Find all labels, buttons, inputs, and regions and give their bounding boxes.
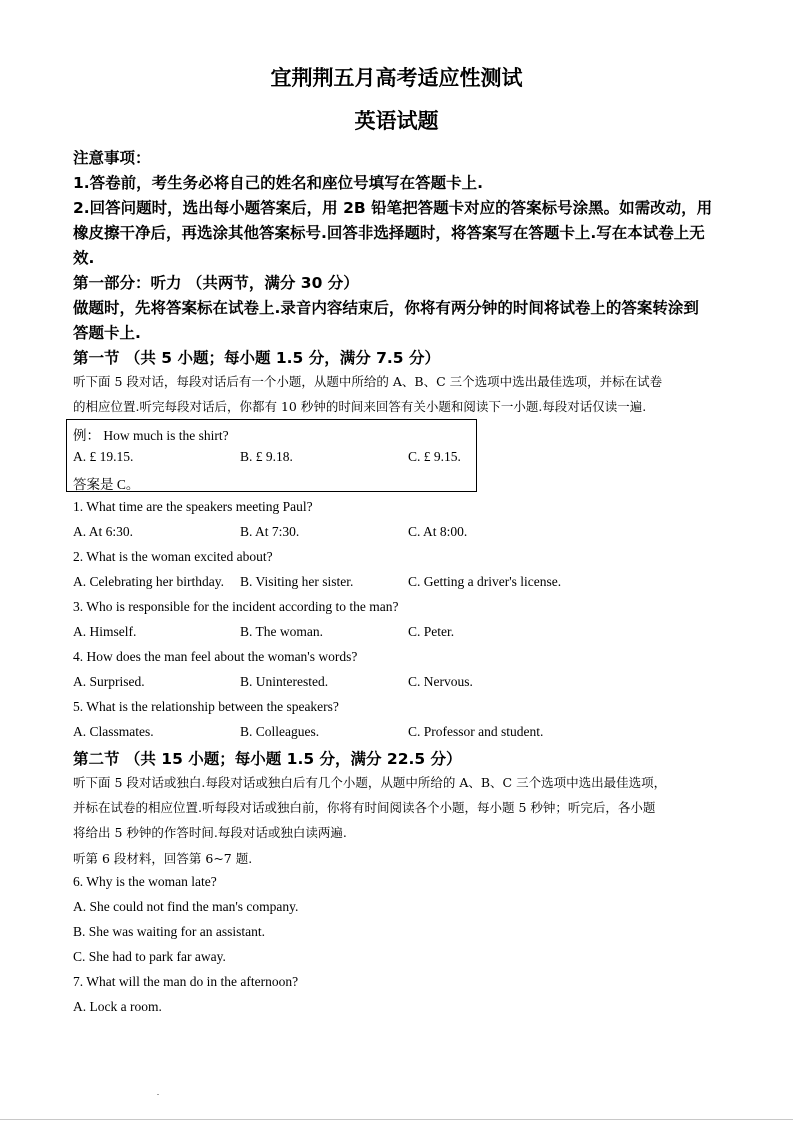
question-6: 6. Why is the woman late? xyxy=(73,874,217,889)
material-6-instruction: 听第 6 段材料，回答第 6~7 题. xyxy=(73,851,253,866)
question-6-option-b: B. She was waiting for an assistant. xyxy=(73,924,265,939)
question-4-option-b: B. Uninterested. xyxy=(240,674,329,689)
notice-item-2-line-1: 2.回答问题时，选出每小题答案后，用 2B 铅笔把答题卡对应的答案标号涂黑。如需改动，用 xyxy=(73,199,713,217)
question-2-option-a: A. Celebrating her birthday. xyxy=(73,574,224,589)
example-option-a: A. £ 19.15. xyxy=(73,449,134,464)
question-3-option-c: C. Peter. xyxy=(408,624,455,639)
section2-intro-line-3: 将给出 5 秒钟的作答时间.每段对话或独白读两遍. xyxy=(73,825,347,840)
part1-heading: 第一部分：听力 （共两节，满分 30 分） xyxy=(73,274,359,292)
question-1-option-a: A. At 6:30. xyxy=(73,524,134,539)
page-bottom-divider xyxy=(0,1119,793,1120)
section1-intro-line-1: 听下面 5 段对话，每段对话后有一个小题，从题中所给的 A、B、C 三个选项中选出最佳选项，并标在试卷 xyxy=(73,374,663,389)
question-3: 3. Who is responsible for the incident according to the man? xyxy=(73,599,399,614)
question-6-option-a: A. She could not find the man's company. xyxy=(73,899,299,914)
example-option-b: B. £ 9.18. xyxy=(240,449,293,464)
example-question: 例： How much is the shirt? xyxy=(73,428,229,443)
section1-intro-line-2: 的相应位置.听完每段对话后，你都有 10 秒钟的时间来回答有关小题和阅读下一小题.每段对话仅读一遍. xyxy=(73,399,647,414)
section1-heading: 第一节 （共 5 小题；每小题 1.5 分，满分 7.5 分） xyxy=(73,349,440,367)
question-7-option-a: A. Lock a room. xyxy=(73,999,162,1014)
question-6-option-c: C. She had to park far away. xyxy=(73,949,226,964)
part1-intro-line-2: 答题卡上. xyxy=(73,324,141,342)
question-5-option-a: A. Classmates. xyxy=(73,724,154,739)
question-1-option-c: C. At 8:00. xyxy=(408,524,468,539)
question-2: 2. What is the woman excited about? xyxy=(73,549,273,564)
question-5: 5. What is the relationship between the speakers? xyxy=(73,699,339,714)
notice-item-2-line-3: 效. xyxy=(73,249,95,267)
notice-heading: 注意事项： xyxy=(73,149,151,167)
question-4-option-c: C. Nervous. xyxy=(408,674,473,689)
footer-mark: . xyxy=(157,1088,159,1097)
question-5-option-b: B. Colleagues. xyxy=(240,724,320,739)
question-1: 1. What time are the speakers meeting Paul? xyxy=(73,499,313,514)
question-1-option-b: B. At 7:30. xyxy=(240,524,300,539)
question-2-option-c: C. Getting a driver's license. xyxy=(408,574,562,589)
page-title: 宜荆荆五月高考适应性测试 xyxy=(270,66,523,90)
notice-item-2-line-2: 橡皮擦干净后，再选涂其他答案标号.回答非选择题时，将答案写在答题卡上.写在本试卷上无 xyxy=(73,224,705,242)
page-subtitle: 英语试题 xyxy=(354,109,439,133)
question-4-option-a: A. Surprised. xyxy=(73,674,145,689)
question-3-option-a: A. Himself. xyxy=(73,624,137,639)
question-3-option-b: B. The woman. xyxy=(240,624,323,639)
question-5-option-c: C. Professor and student. xyxy=(408,724,544,739)
section2-intro-line-1: 听下面 5 段对话或独白.每段对话或独白后有几个小题，从题中所给的 A、B、C 三个选项中选出最佳选项， xyxy=(73,775,667,790)
notice-item-1: 1.答卷前，考生务必将自己的姓名和座位号填写在答题卡上. xyxy=(73,174,484,192)
example-answer: 答案是 C。 xyxy=(73,477,140,492)
example-option-c: C. £ 9.15. xyxy=(408,449,461,464)
question-4: 4. How does the man feel about the woman's words? xyxy=(73,649,358,664)
section2-intro-line-2: 并标在试卷的相应位置.听每段对话或独白前，你将有时间阅读各个小题，每小题 5 秒钟；听完后，各小题 xyxy=(73,800,656,815)
section2-heading: 第二节 （共 15 小题；每小题 1.5 分，满分 22.5 分） xyxy=(73,750,462,768)
question-7: 7. What will the man do in the afternoon? xyxy=(73,974,299,989)
part1-intro-line-1: 做题时，先将答案标在试卷上.录音内容结束后，你将有两分钟的时间将试卷上的答案转涂到 xyxy=(73,299,699,317)
question-2-option-b: B. Visiting her sister. xyxy=(240,574,354,589)
